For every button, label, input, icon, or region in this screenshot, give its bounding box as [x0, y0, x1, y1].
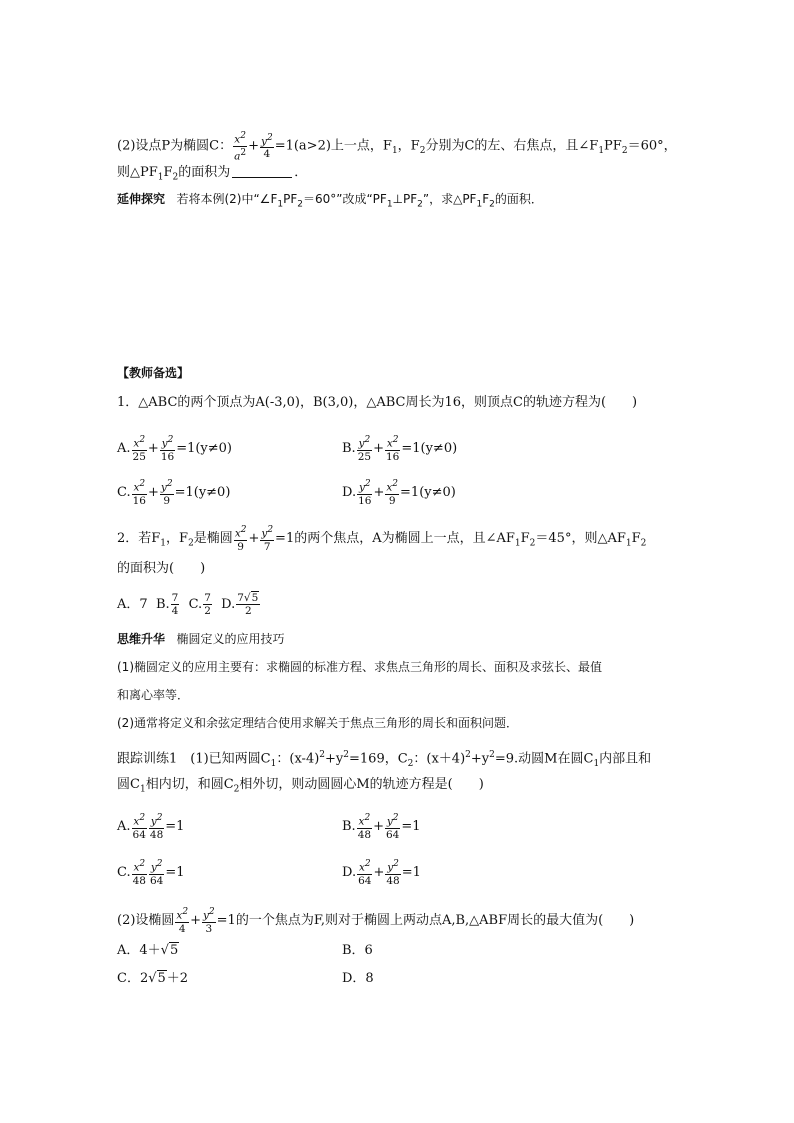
teacher-q2-options: A．7 B. $\frac{7}{4}$ C. $\frac{7}{2}$ D. $\frac{7√5}{2}$ — [117, 592, 259, 617]
practice-line-1: 跟踪训练1 (1)已知两圆$C_1$：$(x-4)^2+y^2=169$，$C_2$：$(x+4)^2+y^2=9$.动圆M在圆$C_1$内部且和 — [117, 750, 652, 769]
thinking-p1b: 和离心率等． — [117, 688, 190, 702]
practice-option-c: C. $\frac{x^2}{48}$ $\frac{y^2}{64}$ =1 — [117, 859, 185, 887]
teacher-q1-option-d: D. $\frac{y^2}{16}$ + $\frac{x^2}{9}$ =1(y≠0) — [342, 479, 456, 507]
thinking-p1a: (1)椭圆定义的应用主要有：求椭圆的标准方程、求焦点三角形的周长、面积及求弦长、最值 — [117, 660, 603, 674]
question-2-line-2: 则$\triangle PF_1F_2$的面积为 ． — [117, 165, 308, 183]
answer-blank — [232, 163, 292, 178]
practice-option-d: D. $\frac{x^2}{64}$ + $\frac{y^2}{48}$ =1 — [342, 859, 421, 887]
practice-option-b: B. $\frac{x^2}{48}$ + $\frac{y^2}{64}$ =1 — [342, 813, 421, 841]
teacher-q2-line-1: 2．若$F_1$，$F_2$是椭圆 $\frac{x^2}{9}$ + $\frac{y^2}{7}$ =1的两个焦点，A为椭圆上一点，且$\angle AF_1F_2=45^\circ$，则$\triangle AF_1F_2$ — [117, 525, 647, 553]
practice-q2: (2)设椭圆 $\frac{x^2}{4}$ + $\frac{y^2}{3}$ =1的一个焦点为F,则对于椭圆上两动点A,B,△ABF周长的最大值为( ) — [117, 907, 635, 935]
teacher-header: 【教师备选】 — [117, 366, 190, 380]
teacher-q1-option-b: B. $\frac{y^2}{25}$ + $\frac{x^2}{16}$ =1(y≠0) — [342, 435, 458, 463]
teacher-q2-line-2: 的面积为( ) — [117, 561, 206, 576]
teacher-q1: 1．△ABC的两个顶点为A(-3,0)，B(3,0)，△ABC周长为16，则顶点C的轨迹方程为( ) — [117, 395, 638, 410]
teacher-q1-option-a: A. $\frac{x^2}{25}$ + $\frac{y^2}{16}$ =1(y≠0) — [117, 435, 233, 463]
thinking-p2: (2)通常将定义和余弦定理结合使用求解关于焦点三角形的周长和面积问题． — [117, 716, 519, 730]
practice-q2-option-b: B．6 — [342, 943, 373, 958]
teacher-q1-option-c: C. $\frac{x^2}{16}$ + $\frac{y^2}{9}$ =1(y≠0) — [117, 479, 231, 507]
extend-question: 延伸探究 若将本例(2)中“$\angle F_1PF_2=60^\circ$”改成“$PF_1\perp PF_2$”，求$\triangle PF_1F_2$的面积． — [117, 192, 543, 210]
thinking-header: 思维升华 椭圆定义的应用技巧 — [117, 632, 285, 646]
practice-q2-option-d: D．8 — [342, 971, 374, 986]
question-2-line-1: (2)设点P为椭圆C： $\frac{x^2}{a^2}$ + $\frac{y^2}{4}$ =1(a>2)上一点，$F_1$，$F_2$分别为C的左、右焦点，且$\angle F_1PF_2=60^\circ$， — [117, 131, 677, 162]
practice-q2-option-a: A．4＋√5 — [117, 943, 179, 958]
practice-q2-option-c: C．2√5＋2 — [117, 971, 189, 986]
practice-line-2: 圆$C_1$相内切，和圆$C_2$相外切，则动圆圆心M的轨迹方程是( ) — [117, 777, 484, 795]
practice-option-a: A. $\frac{x^2}{64}$ $\frac{y^2}{48}$ =1 — [117, 813, 185, 841]
